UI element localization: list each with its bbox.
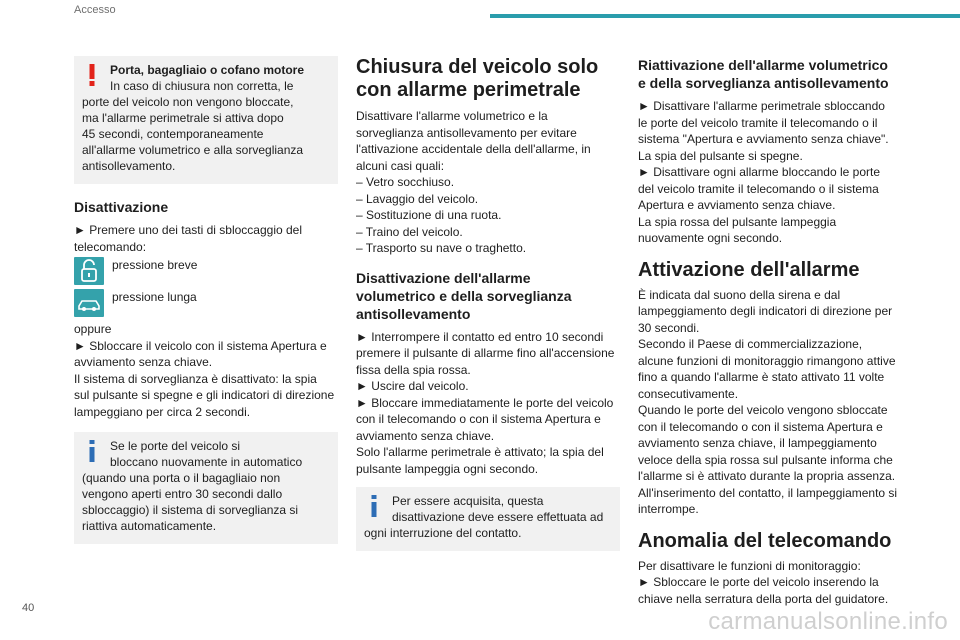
text-line: ► Premere uno dei tasti di sbloccaggio del [74, 223, 302, 237]
page-heading: Attivazione dell'allarme [638, 258, 860, 281]
text-line: all'allarme volumetrico e alla sorveglianza [82, 143, 304, 157]
text-line: ma l'allarme perimetrale si attiva dopo [82, 111, 284, 125]
text-line: alcune funzioni di monitoraggio rimangono attive [638, 353, 896, 368]
text-line: avviamento senza chiave. [356, 428, 495, 443]
warning-box [74, 56, 338, 184]
text-line: ► Sbloccare le porte del veicolo inserendo la [638, 575, 879, 589]
text-line: È indicata dal suono della sirena e dal [638, 287, 841, 302]
text-line: ► Disattivare l'allarme perimetrale sbloccando [638, 99, 885, 113]
text-line: ► Interrompere il contatto ed entro 10 secondi [356, 329, 604, 344]
text-line: Apertura e avviamento senza chiave. [638, 198, 836, 212]
text-line: Se le porte del veicolo si [110, 439, 241, 453]
info-icon [86, 440, 98, 462]
text-line: disattivazione deve essere effettuata ad [392, 510, 604, 524]
text-line: Disattivare l'allarme volumetrico e la [356, 109, 548, 123]
text-line: Secondo il Paese di commercializzazione, [638, 337, 863, 351]
text-line: lampeggiamento degli indicatori di direzione per [638, 304, 893, 318]
column-1 [74, 56, 338, 544]
text-line: ogni interruzione del contatto. [364, 526, 522, 540]
info-icon [368, 495, 380, 517]
remote-button-row-long [74, 289, 338, 317]
text-line: l'attivazione accidentale della dell'allarme, in [356, 142, 591, 156]
text-line: oppure [74, 322, 112, 336]
text-line: La spia del pulsante si spegne. [638, 148, 803, 163]
remote-unlock-icon [74, 257, 104, 285]
warning-title: Porta, bagagliaio o cofano motore [110, 63, 305, 77]
text-line: nuovamente ogni secondo. [638, 231, 783, 245]
text-line: porte del veicolo non vengono bloccate, [82, 95, 294, 109]
text-line: Per disattivare le funzioni di monitoraggio: [638, 558, 861, 573]
text-line: All'inserimento del contatto, il lampeggiamento si [638, 485, 898, 500]
text-line: sistema "Apertura e avviamento senza chiave". [638, 132, 889, 146]
text-line: vengono aperti entro 30 secondi dallo [82, 487, 283, 501]
list-item: – Lavaggio del veicolo. [356, 191, 479, 206]
car-icon [74, 289, 104, 317]
page-number: 40 [22, 602, 35, 614]
text-line: le porte del veicolo tramite il telecomando o il [638, 115, 878, 130]
text-line: sul pulsante si spegne e gli indicatori di direzione [74, 388, 335, 402]
text-line: ► Bloccare immediatamente le porte del veicolo [356, 395, 614, 410]
column-2 [356, 56, 620, 551]
text-line: riattiva automaticamente. [82, 519, 217, 533]
text-line: In caso di chiusura non corretta, le [110, 79, 294, 93]
text-line: sbloccaggio) il sistema di sorveglianza si [82, 503, 299, 517]
text-line: consecutivamente. [638, 386, 739, 401]
list-item: – Traino del veicolo. [356, 224, 463, 239]
exclamation-icon [86, 64, 98, 86]
text-line: Solo l'allarme perimetrale è attivato; la spia del [356, 445, 604, 459]
list-item: – Vetro socchiuso. [356, 175, 455, 189]
text-line: ► Sbloccare il veicolo con il sistema Apertura e [74, 338, 327, 353]
text-line: ► Disattivare ogni allarme bloccando le porte [638, 165, 880, 179]
info-box [74, 432, 338, 544]
section-heading: Disattivazione dell'allarme volumetrico e della sorveglianza antisollevamento [356, 269, 572, 322]
text-line: 30 secondi. [638, 320, 700, 335]
text-line: antisollevamento. [82, 159, 176, 173]
text-line: telecomando: [74, 239, 147, 254]
section-heading: Riattivazione dell'allarme volumetrico e della sorveglianza antisollevamento [638, 57, 889, 91]
text-line: sorveglianza antisollevamento per evitare [356, 125, 577, 140]
text-line: fissa della spia rossa. [356, 362, 471, 377]
info-box [356, 487, 620, 551]
text-line: pulsante lampeggia ogni secondo. [356, 461, 539, 476]
header-accent-bar [490, 14, 960, 18]
text-line: Per essere acquisita, questa [392, 494, 544, 508]
list-item: – Trasporto su nave o traghetto. [356, 241, 527, 255]
text-line: l'allarme si è attivato durante la propria assenza. [638, 469, 896, 483]
remote-button-row-short [74, 257, 338, 285]
page-heading: Chiusura del veicolo solo con allarme perimetrale [356, 56, 599, 101]
text-line: bloccano nuovamente in automatico [110, 455, 303, 469]
column-3 [638, 56, 908, 607]
text-line: fino a quando l'allarme è stato attivato 11 volte [638, 370, 885, 384]
text-line: con il telecomando o con il sistema Apertura e [638, 419, 883, 434]
text-line: interrompe. [638, 502, 699, 516]
text-line: alcuni casi quali: [356, 158, 445, 173]
text-line: avviamento senza chiave, il lampeggiamento [638, 436, 877, 450]
text-line: ► Uscire dal veicolo. [356, 379, 469, 393]
section-heading: Disattivazione [74, 199, 169, 215]
text-line: Il sistema di sorveglianza è disattivato: la spia [74, 371, 317, 386]
text-line: veloce della spia rossa sul pulsante informa che [638, 452, 893, 467]
text-line: premere il pulsante di allarme fino all'accensione [356, 346, 615, 360]
page-heading: Anomalia del telecomando [638, 529, 892, 552]
header-section: Accesso [74, 4, 116, 16]
text-line: avviamento senza chiave. [74, 355, 213, 369]
text-line: chiave nella serratura della porta del guidatore. [638, 591, 889, 606]
watermark: carmanualsonline.info [708, 608, 948, 635]
text-line: (quando una porta o il bagagliaio non [82, 471, 281, 485]
press-short-label: pressione breve [112, 258, 198, 272]
list-item: – Sostituzione di una ruota. [356, 208, 502, 222]
text-line: del veicolo tramite il telecomando o il sistema [638, 181, 879, 196]
press-long-label: pressione lunga [112, 290, 197, 304]
text-line: con il telecomando o con il sistema Apertura e [356, 412, 601, 426]
text-line: 45 secondi, contemporaneamente [82, 127, 264, 141]
text-line: La spia rossa del pulsante lampeggia [638, 214, 837, 229]
text-line: lampeggiano per circa 2 secondi. [74, 404, 251, 419]
text-line: Quando le porte del veicolo vengono sbloccate [638, 403, 888, 417]
